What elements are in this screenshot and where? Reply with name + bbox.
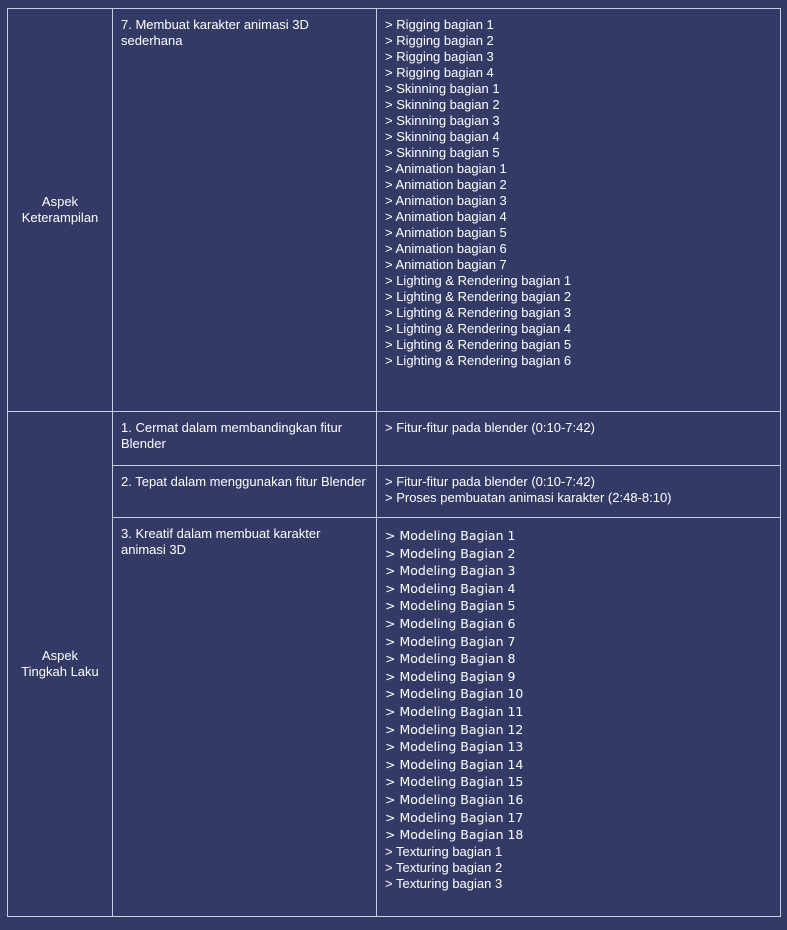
- indicator-text: 3. Kreatif dalam membuat karakter animasi 3D: [121, 526, 321, 557]
- list-item: > Modeling Bagian 16: [385, 791, 524, 807]
- list-item: > Modeling Bagian 18: [385, 827, 524, 843]
- list-item: > Modeling Bagian 3: [385, 563, 516, 579]
- list-item: > Animation bagian 7: [385, 257, 507, 272]
- list-item: > Skinning bagian 1: [385, 81, 500, 96]
- list-item: > Skinning bagian 4: [385, 129, 500, 144]
- list-item: > Lighting & Rendering bagian 1: [385, 273, 572, 288]
- materials-list: [385, 474, 772, 506]
- list-item: > Modeling Bagian 7: [385, 633, 516, 649]
- list-item: > Modeling Bagian 14: [385, 756, 524, 772]
- list-item: > Modeling Bagian 4: [385, 580, 516, 596]
- list-item: > Rigging bagian 2: [385, 33, 494, 48]
- list-item: > Lighting & Rendering bagian 2: [385, 289, 572, 304]
- indicator-text: 7. Membuat karakter animasi 3D sederhana: [121, 17, 309, 48]
- materials-cell: [377, 420, 780, 436]
- list-item: > Rigging bagian 3: [385, 49, 494, 64]
- list-item: > Lighting & Rendering bagian 3: [385, 305, 572, 320]
- materials-list: [385, 527, 772, 892]
- list-item: > Modeling Bagian 10: [385, 686, 524, 702]
- list-item: > Animation bagian 4: [385, 209, 507, 224]
- aspect-cell-keterampilan: [8, 9, 112, 411]
- list-item: > Modeling Bagian 1: [385, 528, 516, 543]
- list-item: > Animation bagian 3: [385, 193, 507, 208]
- list-item: > Skinning bagian 3: [385, 113, 500, 128]
- list-item: > Lighting & Rendering bagian 4: [385, 321, 572, 336]
- list-item: > Texturing bagian 3: [385, 875, 503, 891]
- list-item: > Lighting & Rendering bagian 5: [385, 337, 572, 352]
- list-item: > Modeling Bagian 8: [385, 651, 516, 667]
- list-item: > Animation bagian 6: [385, 241, 507, 256]
- materials-cell: [377, 527, 780, 892]
- list-item: > Modeling Bagian 17: [385, 809, 524, 825]
- list-item: > Modeling Bagian 5: [385, 598, 516, 614]
- aspect-label: Aspek Tingkah Laku: [21, 648, 99, 679]
- aspect-cell-tingkah-laku: [8, 412, 112, 916]
- list-item: > Rigging bagian 4: [385, 65, 494, 80]
- materials-cell: [377, 474, 780, 506]
- list-item: > Skinning bagian 5: [385, 145, 500, 160]
- list-item: > Lighting & Rendering bagian 6: [385, 353, 572, 368]
- aspect-label: Aspek Keterampilan: [21, 194, 99, 225]
- list-item: > Fitur-fitur pada blender (0:10-7:42): [385, 420, 595, 435]
- list-item: > Fitur-fitur pada blender (0:10-7:42): [385, 474, 595, 489]
- indicator-cell: [113, 17, 376, 49]
- list-item: > Rigging bagian 1: [385, 17, 494, 32]
- list-item: > Texturing bagian 2: [385, 859, 503, 875]
- list-item: > Animation bagian 2: [385, 177, 507, 192]
- list-item: > Modeling Bagian 6: [385, 615, 516, 631]
- list-item: > Texturing bagian 1: [385, 843, 503, 859]
- list-item: > Modeling Bagian 2: [385, 545, 516, 561]
- indicator-cell: [113, 420, 376, 452]
- indicator-cell: [113, 474, 376, 490]
- list-item: > Modeling Bagian 9: [385, 668, 516, 684]
- materials-list: [385, 17, 772, 369]
- list-item: > Modeling Bagian 13: [385, 739, 524, 755]
- indicator-cell: [113, 526, 376, 558]
- list-item: > Modeling Bagian 15: [385, 774, 524, 790]
- list-item: > Skinning bagian 2: [385, 97, 500, 112]
- indicator-text: 2. Tepat dalam menggunakan fitur Blender: [121, 474, 366, 489]
- list-item: > Modeling Bagian 11: [385, 703, 524, 719]
- materials-cell: [377, 17, 780, 369]
- list-item: > Animation bagian 1: [385, 161, 507, 176]
- list-item: > Proses pembuatan animasi karakter (2:48-8:10): [385, 490, 672, 505]
- list-item: > Animation bagian 5: [385, 225, 507, 240]
- indicator-text: 1. Cermat dalam membandingkan fitur Blender: [121, 420, 343, 451]
- materials-list: [385, 420, 772, 436]
- list-item: > Modeling Bagian 12: [385, 721, 524, 737]
